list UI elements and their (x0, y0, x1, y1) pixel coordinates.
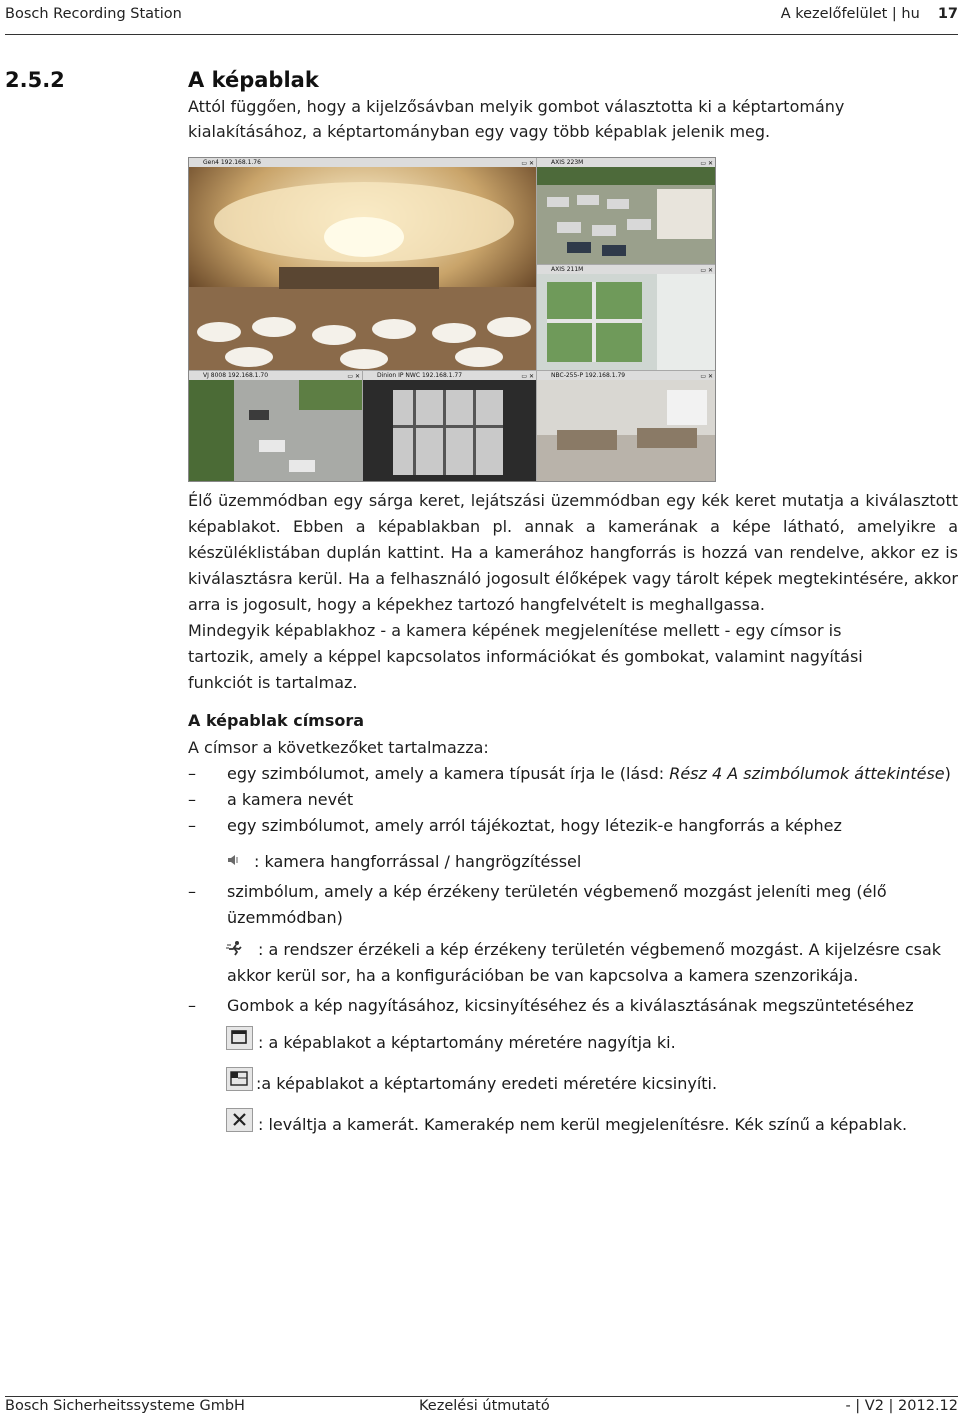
street-image (189, 380, 362, 481)
pane-titlebar (537, 265, 715, 274)
list-item-text: egy szimbólumot, amely a kamera típusát írja le (lásd: (227, 764, 670, 783)
window-image (537, 274, 715, 370)
header-chapter: A kezelőfelület | hu (780, 6, 920, 22)
camera-title: Dinion IP NWC 192.168.1.77 (377, 372, 463, 379)
subsection-intro: A címsor a következőket tartalmazza: (188, 738, 489, 757)
camera-pane (537, 371, 715, 481)
pane-buttons-icon: ▭ ✕ (347, 373, 360, 380)
list-item: a kamera nevét (227, 790, 354, 809)
pane-titlebar (537, 158, 715, 167)
maximize-desc: : a képablakot a képtartomány méretére nagyítja ki. (258, 1033, 676, 1052)
list-dash: – (188, 816, 196, 835)
pane-titlebar (363, 371, 536, 380)
corridor-image (363, 380, 536, 481)
camera-title: NBC-255-P 192.168.1.79 (551, 372, 626, 379)
footer-company: Bosch Sicherheitssysteme GmbH (5, 1398, 245, 1414)
camera-pane (189, 371, 362, 481)
list-item: egy szimbólumot, amely arról tájékoztat, hogy létezik-e hangforrás a képhez (227, 816, 842, 835)
motion-desc-cont: akkor kerül sor, ha a konfigurációban be van kapcsolva a kamera szenzorikája. (227, 966, 859, 985)
camera-pane (537, 265, 715, 370)
page-number: 17 (937, 6, 958, 22)
pane-titlebar (189, 158, 536, 167)
pane-buttons-icon: ▭ ✕ (700, 160, 713, 167)
motion-icon (226, 940, 244, 956)
pane-buttons-icon: ▭ ✕ (700, 267, 713, 274)
cross-reference: Rész 4 A szimbólumok áttekintése (669, 764, 945, 783)
list-item-text: ) (944, 764, 951, 783)
restore-icon (226, 1067, 253, 1091)
page-header (5, 0, 958, 35)
camera-view-screenshot (188, 157, 716, 482)
pane-buttons-icon: ▭ ✕ (700, 373, 713, 380)
pane-buttons-icon: ▭ ✕ (521, 160, 534, 167)
pane-titlebar (537, 371, 715, 380)
close-desc: : leváltja a kamerát. Kamerakép nem kerül megjelenítésre. Kék színű a képablak. (258, 1115, 908, 1134)
footer-version: - | V2 | 2012.12 (845, 1398, 958, 1414)
section-title: A képablak (188, 68, 319, 92)
speaker-icon (226, 852, 240, 866)
restore-desc: :a képablakot a képtartomány eredeti méretére kicsinyíti. (256, 1074, 718, 1093)
body-paragraph: Élő üzemmódban egy sárga keret, lejátszási üzemmódban egy kék keret mutatja a kiválasztott képablakot. Ebben a képablakban pl. annak a kamerának a képe látható, amelyikre a készüléklistában duplán kattint. Ha a kamerához hangforrás is hozzá van rendelve, akkor ez is kiválasztásra kerül. Ha a felhasználó jogosult élőképek vagy tárolt képek megtekintésére, akkor arra is jogosult, hogy a képekhez tartozó hangfelvételt is meghallgassa. (188, 491, 958, 614)
list-item: Gombok a kép nagyításához, kicsinyítéséhez és a kiválasztásának megszüntetéséhez (227, 996, 914, 1015)
section-number: 2.5.2 (5, 68, 65, 92)
list-dash: – (188, 882, 196, 901)
camera-pane (189, 158, 536, 370)
pane-buttons-icon: ▭ ✕ (521, 373, 534, 380)
camera-title: AXIS 223M (551, 159, 584, 166)
camera-title: AXIS 211M (551, 266, 584, 273)
audio-desc: : kamera hangforrással / hangrögzítéssel (254, 852, 582, 871)
motion-desc: : a rendszer érzékeli a kép érzékeny területén végbemenő mozgást. A kijelzésre csak (258, 940, 942, 959)
pane-titlebar (189, 371, 362, 380)
camera-pane (537, 158, 715, 264)
list-item: szimbólum, amely a kép érzékeny területén végbemenő mozgást jeleníti meg (élő (227, 882, 887, 901)
header-section (781, 6, 958, 22)
office-image (537, 380, 715, 481)
camera-title: Gen4 192.168.1.76 (203, 159, 261, 166)
subsection-title: A képablak címsora (188, 711, 365, 730)
list-item (227, 761, 951, 787)
header-doc-title: Bosch Recording Station (5, 6, 182, 22)
list-dash: – (188, 764, 196, 783)
camera-pane (363, 371, 536, 481)
camera-title: VJ 8008 192.168.1.70 (203, 372, 269, 379)
parking-image (537, 167, 715, 264)
body-paragraph: Mindegyik képablakhoz - a kamera képének megjelenítése mellett - egy címsor is tartozik, amely a képpel kapcsolatos információkat és gombokat, valamint nagyítási funkciót is tartalmaz. (188, 621, 863, 692)
list-dash: – (188, 790, 196, 809)
list-item-cont: üzemmódban) (227, 908, 343, 927)
section-intro: Attól függően, hogy a kijelzősávban melyik gombot választotta ki a képtartomány kialakításához, a képtartományban egy vagy több képablak jelenik meg. (188, 97, 845, 141)
ballroom-image (189, 167, 536, 370)
page-footer (5, 1396, 958, 1415)
maximize-icon (226, 1026, 253, 1050)
footer-doc-type: Kezelési útmutató (419, 1398, 550, 1414)
close-icon (226, 1108, 253, 1132)
list-dash: – (188, 996, 196, 1015)
